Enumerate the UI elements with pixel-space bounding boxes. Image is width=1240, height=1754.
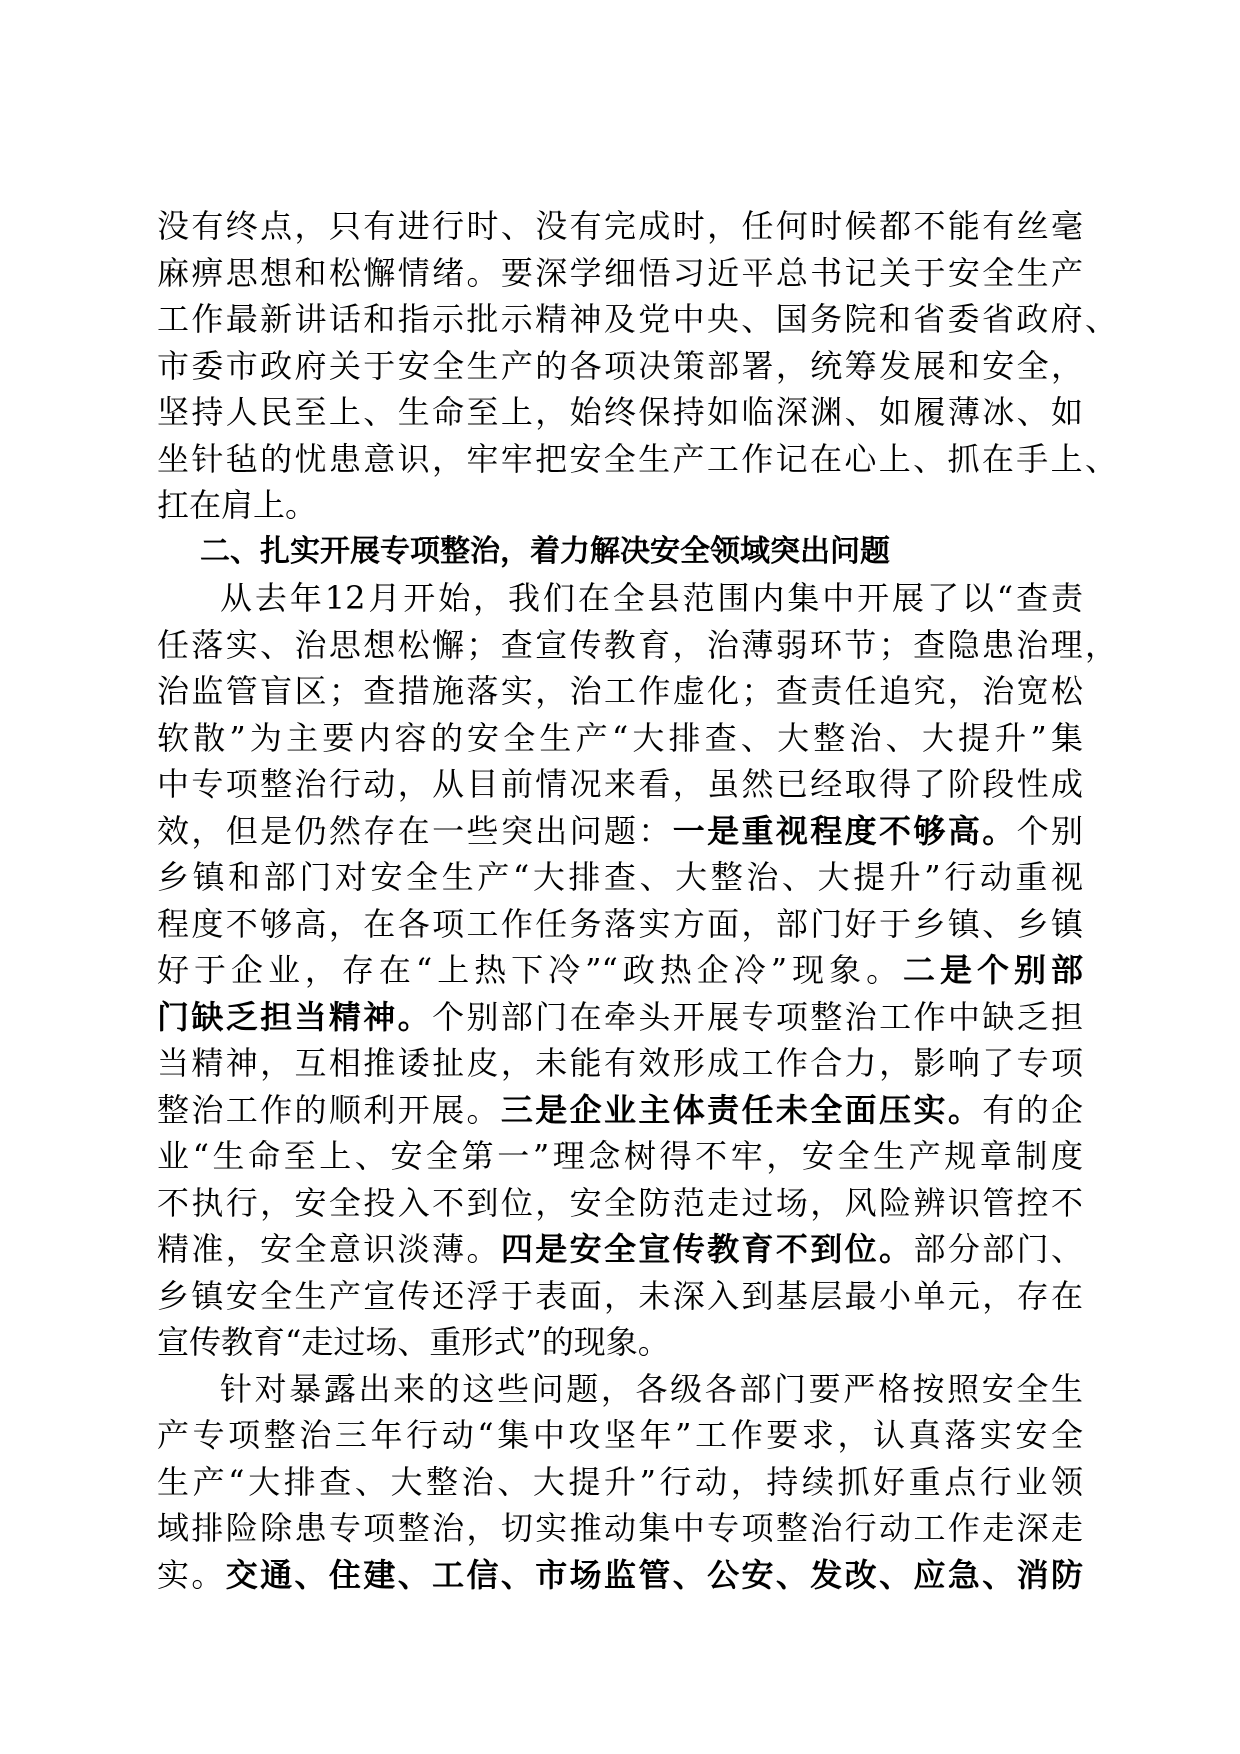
text-segment: 实。 bbox=[157, 1555, 226, 1594]
text-line bbox=[157, 761, 1083, 808]
text-line bbox=[157, 1412, 1083, 1459]
text-segment: 软散”为主要内容的安全生产“大排查、大整治、大提升”集 bbox=[157, 718, 1083, 757]
text-line bbox=[157, 901, 1083, 948]
text-segment: 宣传教育“走过场、重形式”的现象。 bbox=[157, 1323, 670, 1361]
text-segment: 坚持人民至上、生命至上，始终保持如临深渊、如履薄冰、如 bbox=[157, 393, 1083, 431]
text-segment: 不执行，安全投入不到位，安全防范走过场，风险辨识管控不 bbox=[157, 1183, 1083, 1222]
emphasis-text: 三是企业主体责任未全面压实。 bbox=[500, 1090, 983, 1129]
text-line bbox=[157, 343, 1083, 390]
text-line bbox=[157, 947, 1083, 994]
text-line bbox=[157, 1459, 1083, 1506]
text-line bbox=[157, 622, 1117, 669]
text-segment: 有的企 bbox=[982, 1090, 1083, 1129]
text-line bbox=[157, 808, 1083, 855]
document-body bbox=[157, 203, 1117, 1598]
text-line bbox=[157, 715, 1083, 762]
text-line bbox=[157, 1226, 1083, 1273]
text-segment: 市委市政府关于安全生产的各项决策部署，统筹发展和安全， bbox=[157, 346, 1083, 385]
text-segment: 精准，安全意识淡薄。 bbox=[157, 1230, 501, 1268]
emphasis-text: 门缺乏担当精神。 bbox=[157, 997, 433, 1036]
text-segment: 产专项整治三年行动“集中攻坚年”工作要求，认真落实安全 bbox=[157, 1416, 1083, 1454]
emphasis-text: 二是个别部 bbox=[903, 951, 1083, 989]
text-segment: 部分部门、 bbox=[913, 1230, 1083, 1268]
text-line bbox=[157, 296, 1117, 343]
text-line bbox=[157, 389, 1083, 436]
text-segment: 当精神，互相推诿扯皮，未能有效形成工作合力，影响了专项 bbox=[157, 1044, 1083, 1082]
text-segment: 治监管盲区；查措施落实，治工作虚化；查责任追究，治宽松 bbox=[157, 672, 1083, 710]
text-line bbox=[157, 1366, 1083, 1413]
text-segment: 任落实、治思想松懈；查宣传教育，治薄弱环节；查隐患治理， bbox=[157, 625, 1117, 664]
text-line bbox=[157, 1505, 1083, 1552]
text-segment: 麻痹思想和松懈情绪。要深学细悟习近平总书记关于安全生产 bbox=[157, 253, 1083, 292]
text-segment: 乡镇和部门对安全生产“大排查、大整治、大提升”行动重视 bbox=[157, 858, 1083, 896]
text-segment: 中专项整治行动，从目前情况来看，虽然已经取得了阶段性成 bbox=[157, 765, 1083, 803]
text-segment: 程度不够高，在各项工作任务落实方面，部门好于乡镇、乡镇 bbox=[157, 904, 1083, 943]
text-segment: 针对暴露出来的这些问题，各级各部门要严格按照安全生 bbox=[220, 1369, 1083, 1408]
text-segment: 域排险除患专项整治，切实推动集中专项整治行动工作走深走 bbox=[157, 1509, 1083, 1547]
text-segment: 工作最新讲话和指示批示精神及党中央、国务院和省委省政府、 bbox=[157, 300, 1117, 338]
text-line bbox=[157, 1040, 1083, 1087]
text-segment: 个别部门在牵头开展专项整治工作中缺乏担 bbox=[432, 997, 1083, 1036]
text-line bbox=[157, 1087, 1083, 1134]
text-segment: 没有终点，只有进行时、没有完成时，任何时候都不能有丝毫 bbox=[157, 207, 1083, 245]
text-segment: 整治工作的顺利开展。 bbox=[157, 1090, 501, 1129]
text-line bbox=[157, 854, 1083, 901]
text-segment: 业“生命至上、安全第一”理念树得不牢，安全生产规章制度 bbox=[157, 1137, 1083, 1175]
text-line bbox=[157, 1273, 1083, 1320]
section-heading: 二、扎实开展专项整治，着力解决安全领域突出问题 bbox=[200, 533, 890, 569]
emphasis-text: 四是安全宣传教育不到位。 bbox=[500, 1230, 914, 1268]
text-segment: 效，但是仍然存在一些突出问题： bbox=[157, 811, 673, 850]
text-segment: 个别 bbox=[1016, 811, 1083, 850]
emphasis-text: 交通、住建、工信、市场监管、公安、发改、应急、消防 bbox=[225, 1555, 1083, 1594]
text-segment: 乡镇安全生产宣传还浮于表面，未深入到基层最小单元，存在 bbox=[157, 1276, 1083, 1315]
text-line bbox=[157, 1180, 1083, 1227]
text-line bbox=[157, 1133, 1083, 1180]
text-line bbox=[157, 668, 1083, 715]
text-segment: 好于企业，存在“上热下冷”“政热企冷”现象。 bbox=[157, 951, 904, 989]
emphasis-text: 一是重视程度不够高。 bbox=[672, 811, 1017, 850]
text-segment: 从去年12月开始，我们在全县范围内集中开展了以“查责 bbox=[220, 579, 1083, 617]
text-line bbox=[157, 203, 1083, 250]
text-line bbox=[157, 575, 1083, 622]
text-line bbox=[157, 482, 1083, 529]
text-line bbox=[157, 436, 1117, 483]
text-segment: 坐针毡的忧患意识，牢牢把安全生产工作记在心上、抓在手上、 bbox=[157, 439, 1117, 478]
text-line bbox=[157, 994, 1083, 1041]
text-segment: 生产“大排查、大整治、大提升”行动，持续抓好重点行业领 bbox=[157, 1462, 1083, 1501]
text-segment: 扛在肩上。 bbox=[157, 486, 318, 524]
text-line bbox=[157, 1552, 1083, 1599]
text-line bbox=[157, 1319, 1083, 1366]
text-line bbox=[157, 250, 1083, 297]
